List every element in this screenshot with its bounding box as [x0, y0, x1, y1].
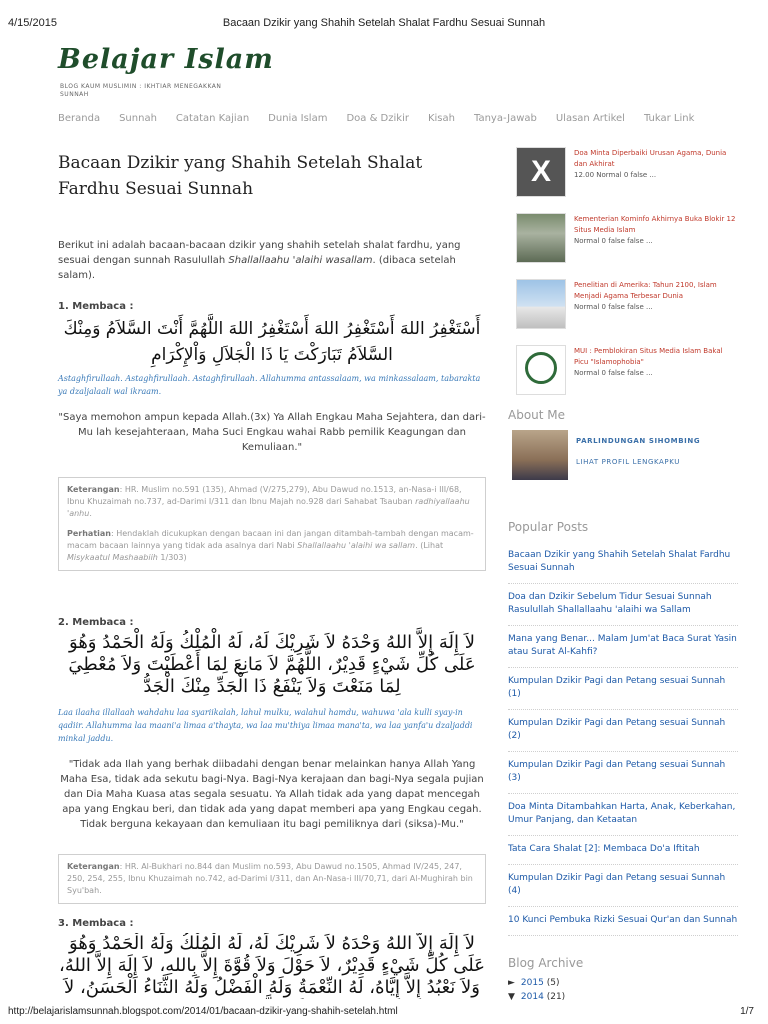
- popular-heading: Popular Posts: [508, 520, 589, 534]
- nav-item-kisah[interactable]: Kisah: [427, 113, 455, 124]
- popular-post-link[interactable]: Kumpulan Dzikir Pagi dan Petang sesuai Sunnah (2): [508, 710, 738, 752]
- archive-heading: Blog Archive: [508, 956, 584, 970]
- nav-item-tukar-link[interactable]: Tukar Link: [643, 113, 695, 124]
- print-date: 4/15/2015: [8, 17, 57, 29]
- popular-post-link[interactable]: 10 Kunci Pembuka Rizki Sesuai Qur'an dan Sunnah: [508, 907, 738, 936]
- archive-year-2015[interactable]: ► 2015 (5): [508, 978, 560, 988]
- print-footer: [0, 1004, 768, 1024]
- step-2-arabic: لاَ إِلَهَ إِلاَّ اللهُ وَحْدَهُ لاَ شَرِيْكَ لَهُ، لَهُ الْمُلْكُ وَلَهُ الْحَمْدُ وَهُوَ عَلَى كُلِّ شَيْءٍ قَدِيْرٌ، اللَّهُمَّ لاَ مَانِعَ لِمَا أَعْطَيْتَ وَلاَ مُعْطِيَ لِمَا مَنَعْتَ وَلاَ يَنْفَعُ ذَا الْجَدِّ مِنْكَ الْجَدُّ: [68, 632, 476, 697]
- related-post-link[interactable]: Doa Minta Diperbaiki Urusan Agama, Dunia dan Akhirat: [574, 149, 727, 168]
- print-page-number: 1/7: [740, 1006, 754, 1017]
- print-header: [0, 0, 768, 34]
- author-name[interactable]: PARLINDUNGAN SIHOMBING: [576, 437, 701, 445]
- related-post-link[interactable]: MUI : Pemblokiran Situs Media Islam Bakal Picu "Islamophobia": [574, 347, 723, 366]
- popular-post-link[interactable]: Doa dan Dzikir Sebelum Tidur Sesuai Sunnah Rasulullah Shallallaahu 'alaihi wa Sallam: [508, 584, 738, 626]
- related-post[interactable]: [508, 342, 738, 400]
- popular-post-link[interactable]: Kumpulan Dzikir Pagi dan Petang sesuai Sunnah (4): [508, 865, 738, 907]
- nav-item-doa-dzikir[interactable]: Doa & Dzikir: [346, 113, 409, 124]
- profile-link[interactable]: LIHAT PROFIL LENGKAPKU: [576, 458, 680, 466]
- site-logo[interactable]: Belajar Islam: [58, 44, 274, 75]
- sidebar: [508, 144, 738, 1002]
- step-2-heading: 2. Membaca :: [58, 617, 134, 628]
- related-post-link[interactable]: Penelitian di Amerika: Tahun 2100, Islam Menjadi Agama Terbesar Dunia: [574, 281, 717, 300]
- print-page-title: Bacaan Dzikir yang Shahih Setelah Shalat Fardhu Sesuai Sunnah: [222, 17, 546, 29]
- site-tagline: BLOG KAUM MUSLIMIN : IKHTIAR MENEGAKKAN SUNNAH: [60, 83, 222, 98]
- related-post-link[interactable]: Kementerian Kominfo Akhirnya Buka Blokir 12 Situs Media Islam: [574, 215, 736, 234]
- related-post-meta: Normal 0 false false ...: [574, 369, 653, 377]
- popular-list: [508, 542, 738, 936]
- archive-year-2014[interactable]: ▼ 2014 (21): [508, 992, 566, 1002]
- print-url: http://belajarislamsunnah.blogspot.com/2014/01/bacaan-dzikir-yang-shahih-setelah.html: [8, 1006, 398, 1017]
- popular-post-link[interactable]: Kumpulan Dzikir Pagi dan Petang sesuai Sunnah (3): [508, 752, 738, 794]
- step-3-arabic: لاَ إِلَهَ إِلاَّ اللهُ وَحْدَهُ لاَ شَرِيْكَ لَهُ، لَهُ الْمُلْكُ وَلَهُ الْحَمْدُ وَهُوَ عَلَى كُلِّ شَيْءٍ قَدِيْرٌ، لاَ حَوْلَ وَلاَ قُوَّةَ إِلاَّ بِاللهِ، لاَ إِلَهَ إِلاَّ اللهُ، وَلاَ نَعْبُدُ إِلاَّ إِيَّاهُ، لَهُ النِّعْمَةُ وَلَهُ الْفَضْلُ وَلَهُ الثَّنَاءُ الْحَسَنُ، لاَ: [59, 933, 485, 998]
- related-post[interactable]: [508, 210, 738, 268]
- x-icon: X: [516, 147, 566, 197]
- related-post-meta: Normal 0 false false ...: [574, 303, 653, 311]
- nav-item-tanya-jawab[interactable]: Tanya-Jawab: [473, 113, 537, 124]
- main-nav: [58, 113, 713, 129]
- step-1-keterangan: Keterangan: HR. Muslim no.591 (135), Ahmad (V/275,279), Abu Dawud no.1513, an-Nasa-i III/68, Ibnu Khuzaimah no.737, ad-Darimi I/311 dan Ibnu Majah no.928 dari Sahabat Tsauban radhiyallaahu 'anhu.: [67, 485, 470, 518]
- popular-post-link[interactable]: Tata Cara Shalat [2]: Membaca Do'a Iftitah: [508, 836, 738, 865]
- step-1-arabic: أَسْتَغْفِرُ اللهَ أَسْتَغْفِرُ اللهَ أَسْتَغْفِرُ اللهَ اللَّهُمَّ أَنْتَ السَّلاَمُ وَمِنْكَ السَّلاَمُ تَبَارَكْتَ يَا ذَا الْجَلاَلِ وَاْلإِكْرَامِ: [63, 319, 481, 365]
- nav-item-ulasan-artikel[interactable]: Ulasan Artikel: [555, 113, 625, 124]
- nav-item-dunia-islam[interactable]: Dunia Islam: [268, 113, 328, 124]
- popular-post-link[interactable]: Doa Minta Ditambahkan Harta, Anak, Keberkahan, Umur Panjang, dan Ketaatan: [508, 794, 738, 836]
- related-post[interactable]: [508, 144, 738, 202]
- about-heading: About Me: [508, 408, 566, 422]
- nav-item-beranda[interactable]: Beranda: [58, 113, 101, 124]
- step-1-perhatian: Perhatian: Hendaklah dicukupkan dengan bacaan ini dan jangan ditambah-tambah dengan macam-macam bacaan lainnya yang tidak ada asalnya dari Nabi Shallallaahu 'alaihi wa sallam. (Lihat Misykaatul Mashaabiih 1/303): [67, 529, 474, 562]
- mui-seal: [516, 345, 566, 395]
- popular-post-link[interactable]: Mana yang Benar... Malam Jum'at Baca Surat Yasin atau Surat Al-Kahfi?: [508, 626, 738, 668]
- capitol-photo: [516, 279, 566, 329]
- step-2-keterangan: Keterangan: HR. Al-Bukhari no.844 dan Muslim no.593, Abu Dawud no.1505, Ahmad IV/245, 247, 250, 254, 255, Ibnu Khuzaimah no.742, ad-Darimi I/311, dan An-Nasa-i III/70,71, dari Al-Mughirah bin Syu'bah.: [67, 862, 473, 895]
- expand-arrow-icon[interactable]: ►: [508, 978, 515, 988]
- step-2-translation: "Tidak ada Ilah yang berhak diibadahi dengan benar melainkan hanya Allah Yang Maha Esa, tidak ada sekutu bagi-Nya. Bagi-Nya kerajaan dan bagi-Nya segala pujian dan Dia Maha Kuasa atas segala sesuatu. Ya Allah tidak ada yang dapat mencegah apa yang Engkau beri, dan tidak ada yang dapat memberi apa yang Engkau cegah. Tidak berguna kekayaan dan kemuliaan itu bagi pemiliknya dari (siksa)-Mu.": [60, 759, 484, 830]
- popular-post-link[interactable]: Kumpulan Dzikir Pagi dan Petang sesuai Sunnah (1): [508, 668, 738, 710]
- about-me: [508, 430, 738, 492]
- step-3-heading: 3. Membaca :: [58, 918, 134, 929]
- nav-item-catatan-kajian[interactable]: Catatan Kajian: [175, 113, 250, 124]
- avatar[interactable]: [512, 430, 568, 480]
- meeting-photo: [516, 213, 566, 263]
- step-1-translation: "Saya memohon ampun kepada Allah.(3x) Ya Allah Engkau Maha Sejahtera, dan dari-Mu lah kesejahteraan, Maha Suci Engkau wahai Rabb pemilik Keagungan dan Kemuliaan.": [58, 412, 486, 453]
- related-post-meta: Normal 0 false false ...: [574, 237, 653, 245]
- step-1-transliteration: Astaghfirullaah. Astaghfirullaah. Astaghfirullaah. Allahumma antassalaam, wa minkassalaam, tabarakta ya dzaljalaali wal ikraam.: [58, 374, 481, 396]
- collapse-arrow-icon[interactable]: ▼: [508, 992, 515, 1002]
- step-1-info-box: [58, 477, 486, 571]
- related-post-meta: 12.00 Normal 0 false ...: [574, 171, 657, 179]
- step-2-transliteration: Laa ilaaha illallaah wahdahu laa syariikalah, lahul mulku, walahul hamdu, wahuwa 'ala kulli syay-in qadiir. Allahumma laa maani'a limaa a'thayta, wa laa mu'thiya limaa mana'ta, wa laa yanfa'u dzaljaddi minkal jaddu.: [58, 708, 473, 743]
- post-intro: Berikut ini adalah bacaan-bacaan dzikir yang shahih setelah shalat fardhu, yang sesuai dengan sunnah Rasulullah Shallallaahu 'alaihi wasallam. (dibaca setelah salam).: [58, 240, 461, 281]
- related-post[interactable]: [508, 276, 738, 334]
- step-1-heading: 1. Membaca :: [58, 301, 134, 312]
- popular-post-link[interactable]: Bacaan Dzikir yang Shahih Setelah Shalat Fardhu Sesuai Sunnah: [508, 542, 738, 584]
- post-body: [58, 150, 486, 1003]
- post-title: Bacaan Dzikir yang Shahih Setelah Shalat Fardhu Sesuai Sunnah: [58, 153, 423, 199]
- step-2-info-box: [58, 854, 486, 904]
- nav-item-sunnah[interactable]: Sunnah: [119, 113, 157, 124]
